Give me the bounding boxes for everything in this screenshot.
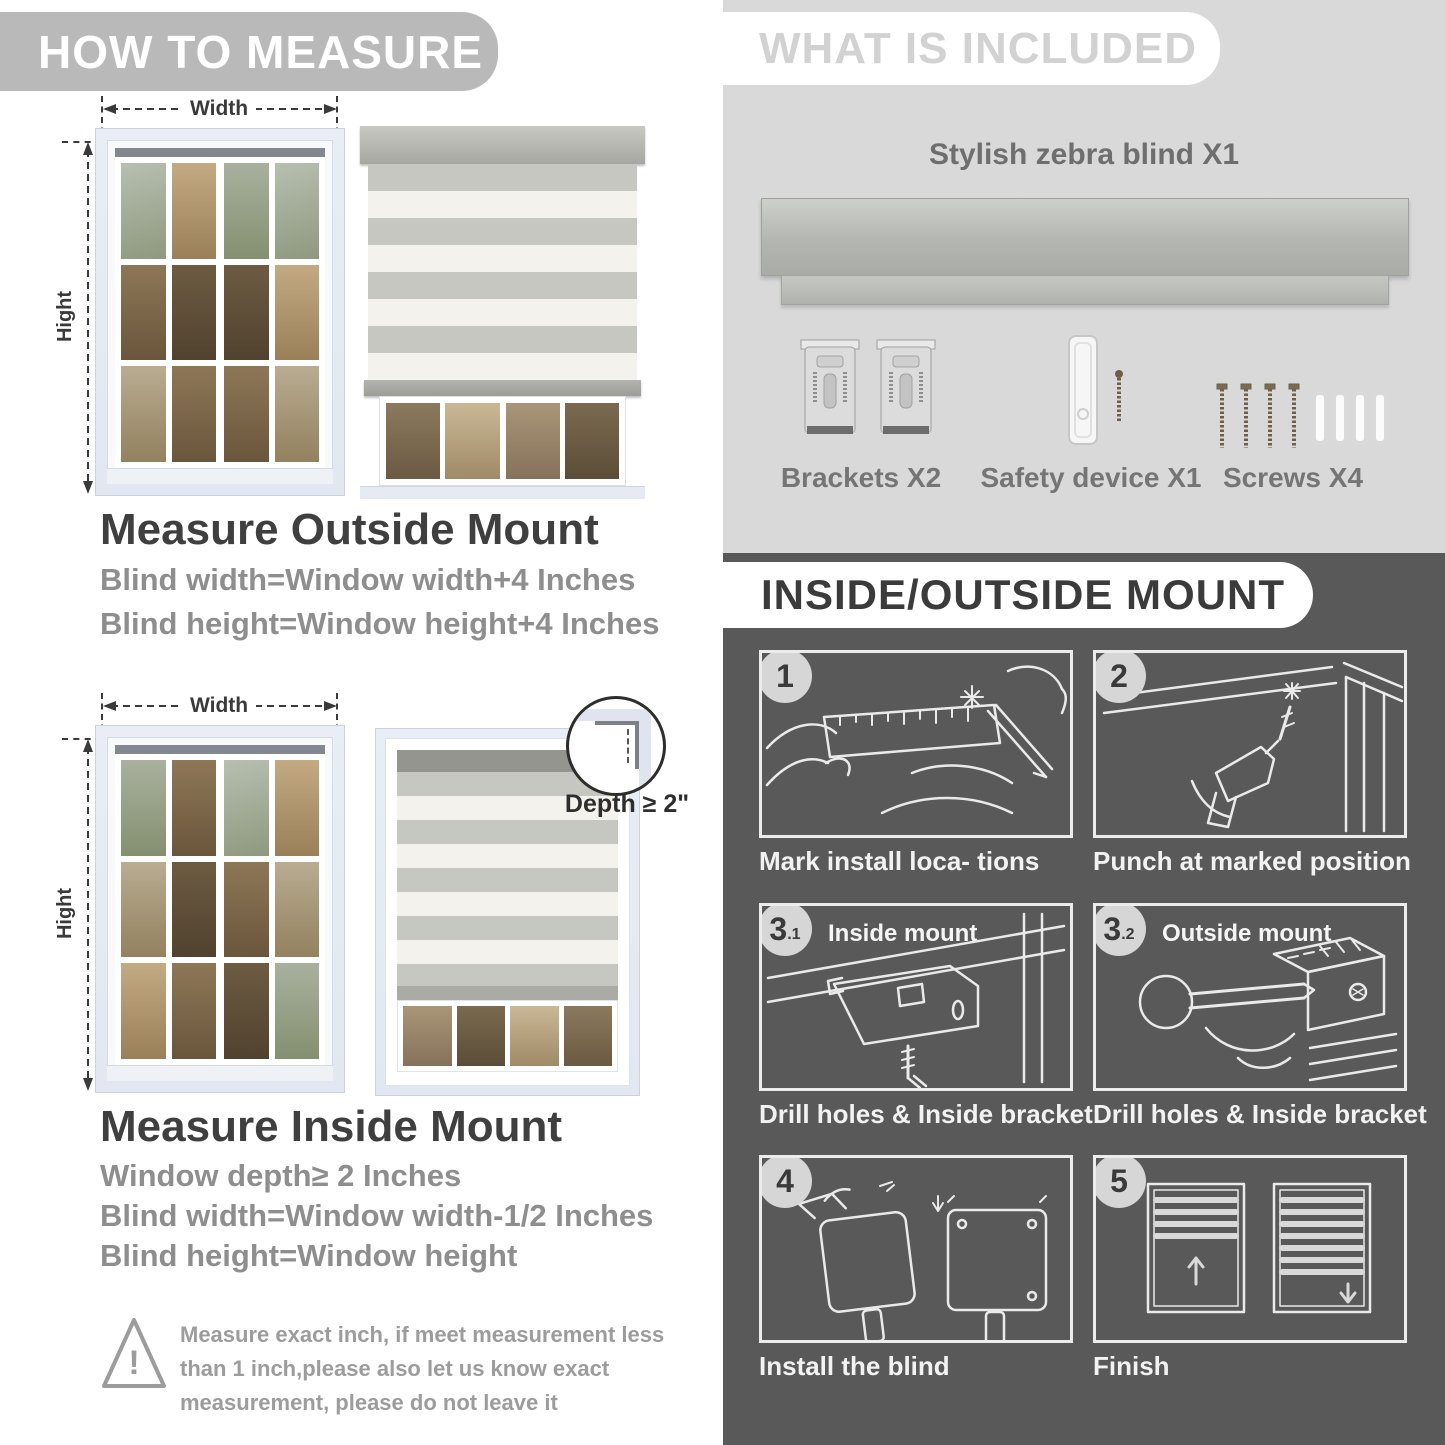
what-is-included-banner — [723, 12, 1220, 85]
blind-headrail-product — [761, 198, 1409, 276]
screws-label: Screws X4 — [1222, 462, 1364, 493]
safety-device-label: Safety device X1 — [980, 462, 1202, 493]
outside-mount-rule-width: Blind width=Window width+4 Inches — [100, 562, 636, 597]
corner-frame-line — [595, 721, 639, 769]
what-is-included-title: WHAT IS INCLUDED — [759, 23, 1198, 73]
warning-text: Measure exact inch, if meet measurement less than 1 inch,please also let us know exact measurement, please do not leave it — [180, 1322, 665, 1415]
brackets-label: Brackets X2 — [780, 462, 942, 493]
step-panel-2 — [1093, 650, 1407, 838]
how-to-measure-banner — [0, 12, 498, 91]
bracket-icon — [799, 338, 861, 451]
width-label: Width — [182, 694, 256, 718]
safety-device-icon — [1055, 334, 1135, 455]
step-panel-4 — [759, 1155, 1073, 1343]
step-caption-2: Punch at marked position — [1093, 846, 1411, 876]
zebra-blind-outside-illustration — [360, 126, 645, 498]
inside-mount-rule-height: Blind height=Window height — [100, 1238, 518, 1273]
window-top-shadow — [115, 148, 325, 157]
window-doors — [115, 157, 325, 468]
window-illustration-outside — [95, 128, 345, 496]
warning-exclamation: ! — [128, 1343, 140, 1382]
blind-bottom-rail — [397, 986, 618, 1000]
height-label: Hight — [54, 887, 77, 940]
blind-headrail-lip — [781, 275, 1389, 305]
outside-mount-heading: Measure Outside Mount — [100, 505, 599, 554]
outside-mount-label: Outside mount — [1162, 920, 1332, 947]
step-number-badge: 3 .1 — [759, 903, 812, 956]
step-caption-3-2: Drill holes & Inside bracket — [1093, 1099, 1427, 1129]
window-door — [121, 163, 216, 462]
inside-mount-rule-width: Blind width=Window width-1/2 Inches — [100, 1198, 654, 1233]
window-illustration-inside — [95, 725, 345, 1093]
outside-mount-rule-height: Blind height=Window height+4 Inches — [100, 606, 660, 641]
blind-headrail — [360, 126, 645, 164]
window-sill — [107, 468, 333, 484]
step-panel-1 — [759, 650, 1073, 838]
bracket-icon — [875, 338, 937, 451]
product-label: Stylish zebra blind X1 — [928, 138, 1240, 171]
width-label: Width — [182, 97, 256, 121]
inside-mount-rule-depth: Window depth≥ 2 Inches — [100, 1158, 462, 1193]
depth-callout-magnifier — [566, 696, 666, 796]
step-panel-5 — [1093, 1155, 1407, 1343]
height-label: Hight — [54, 290, 77, 343]
inside-mount-heading: Measure Inside Mount — [100, 1102, 563, 1151]
window-under-blind — [379, 396, 626, 486]
step-number-badge: 1 — [759, 650, 812, 703]
step-caption-3-1: Drill holes & Inside bracket — [759, 1099, 1093, 1129]
inside-outside-mount-title: INSIDE/OUTSIDE MOUNT — [761, 571, 1286, 618]
inside-outside-mount-banner — [723, 562, 1313, 628]
step-number-badge: 2 — [1093, 650, 1146, 703]
inside-mount-label: Inside mount — [828, 920, 978, 947]
step-panel-3-2 — [1093, 903, 1407, 1091]
mount-instructions-section — [723, 553, 1445, 1445]
blind-bottom-rail — [364, 380, 641, 396]
step-caption-1: Mark install loca- tions — [759, 846, 1040, 876]
window-under-blind — [397, 1000, 618, 1072]
depth-label: Depth ≥ 2" — [564, 790, 690, 818]
screws-icon — [1211, 378, 1391, 467]
depth-dash-line — [627, 729, 629, 763]
step-panel-3-1 — [759, 903, 1073, 1091]
step-number-badge: 4 — [759, 1155, 812, 1208]
window-door — [224, 163, 319, 462]
how-to-measure-title: HOW TO MEASURE — [38, 25, 484, 78]
step-caption-4: Install the blind — [759, 1351, 950, 1381]
window-sill — [360, 486, 645, 499]
blind-stripes — [368, 164, 637, 380]
what-is-included-section — [723, 0, 1445, 553]
step-number-badge: 5 — [1093, 1155, 1146, 1208]
step-number-badge: 3 .2 — [1093, 903, 1146, 956]
step-caption-5: Finish — [1093, 1351, 1170, 1381]
